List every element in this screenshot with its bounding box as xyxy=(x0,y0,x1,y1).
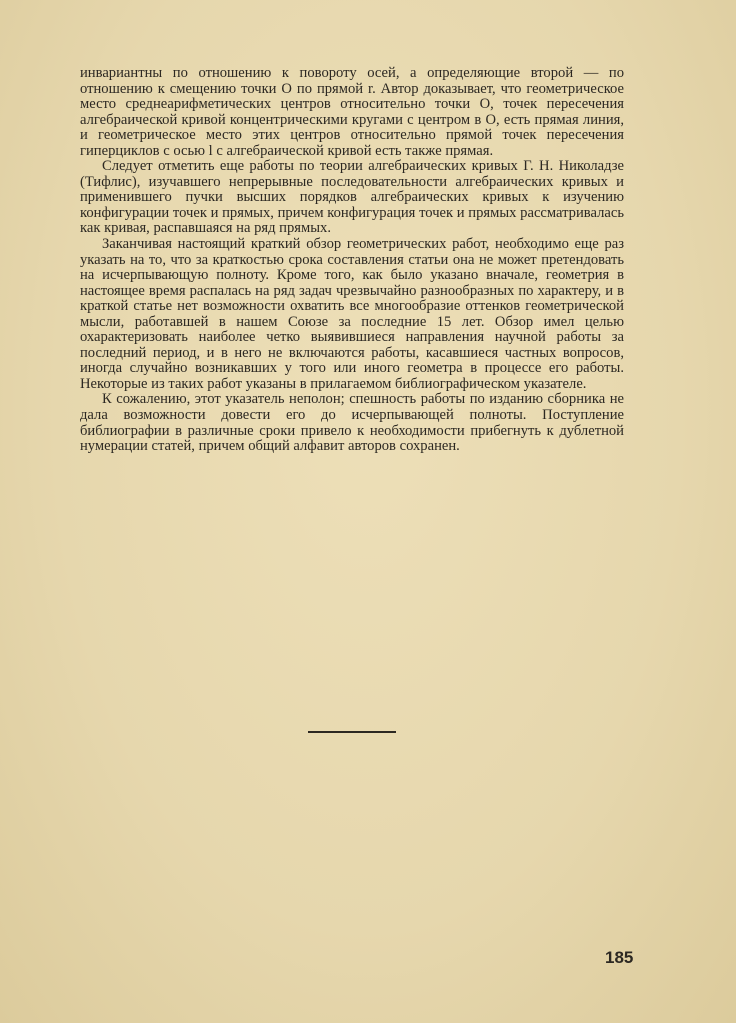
paragraph-nikoladze: Следует отметить еще работы по теории алгебраических кривых Г. Н. Николадзе (Тифлис), изучавшего непрерывные последовательности алгебраических кривых и применившего пучки высших порядков алгебраических кривых к изучению конфигурации точек и прямых, причем конфигурация точек и прямых рассматривалась как кривая, распавшаяся на ряд прямых. xyxy=(80,158,624,237)
paragraph-continuation: инвариантны по отношению к повороту осей, а определяющие второй — по отношению к смещению точки O по прямой r. Автор доказывает, что геометрическое место среднеарифметических центров относительно точки O, точек пересечения алгебраической кривой концентрическими кругами с центром в O, есть прямая линия, и геометрическое место этих центров относительно прямой точек пересечения гиперциклов с осью l с алгебраической кривой есть также прямая. xyxy=(80,65,624,159)
page-number: 185 xyxy=(605,948,634,967)
section-divider xyxy=(308,731,396,733)
paragraph-bibliography-note: К сожалению, этот указатель неполон; спешность работы по изданию сборника не дала возможности довести его до исчерпывающей полноты. Поступление библиографии в различные сроки привело к необходимости прибегнуть к дублетной нумерации статей, причем общий алфавит авторов сохранен. xyxy=(80,391,624,455)
body-text xyxy=(80,66,624,455)
paragraph-conclusion: Заканчивая настоящий краткий обзор геометрических работ, необходимо еще раз указать на то, что за краткостью срока составления статьи она не может претендовать на исчерпывающую полноту. Кроме того, как было указано вначале, геометрия в настоящее время распалась на ряд задач чрезвычайно разнообразных по характеру, и в краткой статье нет возможности охватить все многообразие оттенков геометрической мысли, работавшей в нашем Союзе за последние 15 лет. Обзор имел целью охарактеризовать наиболее четко выявившиеся направления научной работы за последний период, и в него не включаются работы, касавшиеся частных вопросов, иногда случайно возникавших у того или иного геометра в процессе его работы. Некоторые из таких работ указаны в прилагаемом библиографическом указателе. xyxy=(80,236,624,392)
